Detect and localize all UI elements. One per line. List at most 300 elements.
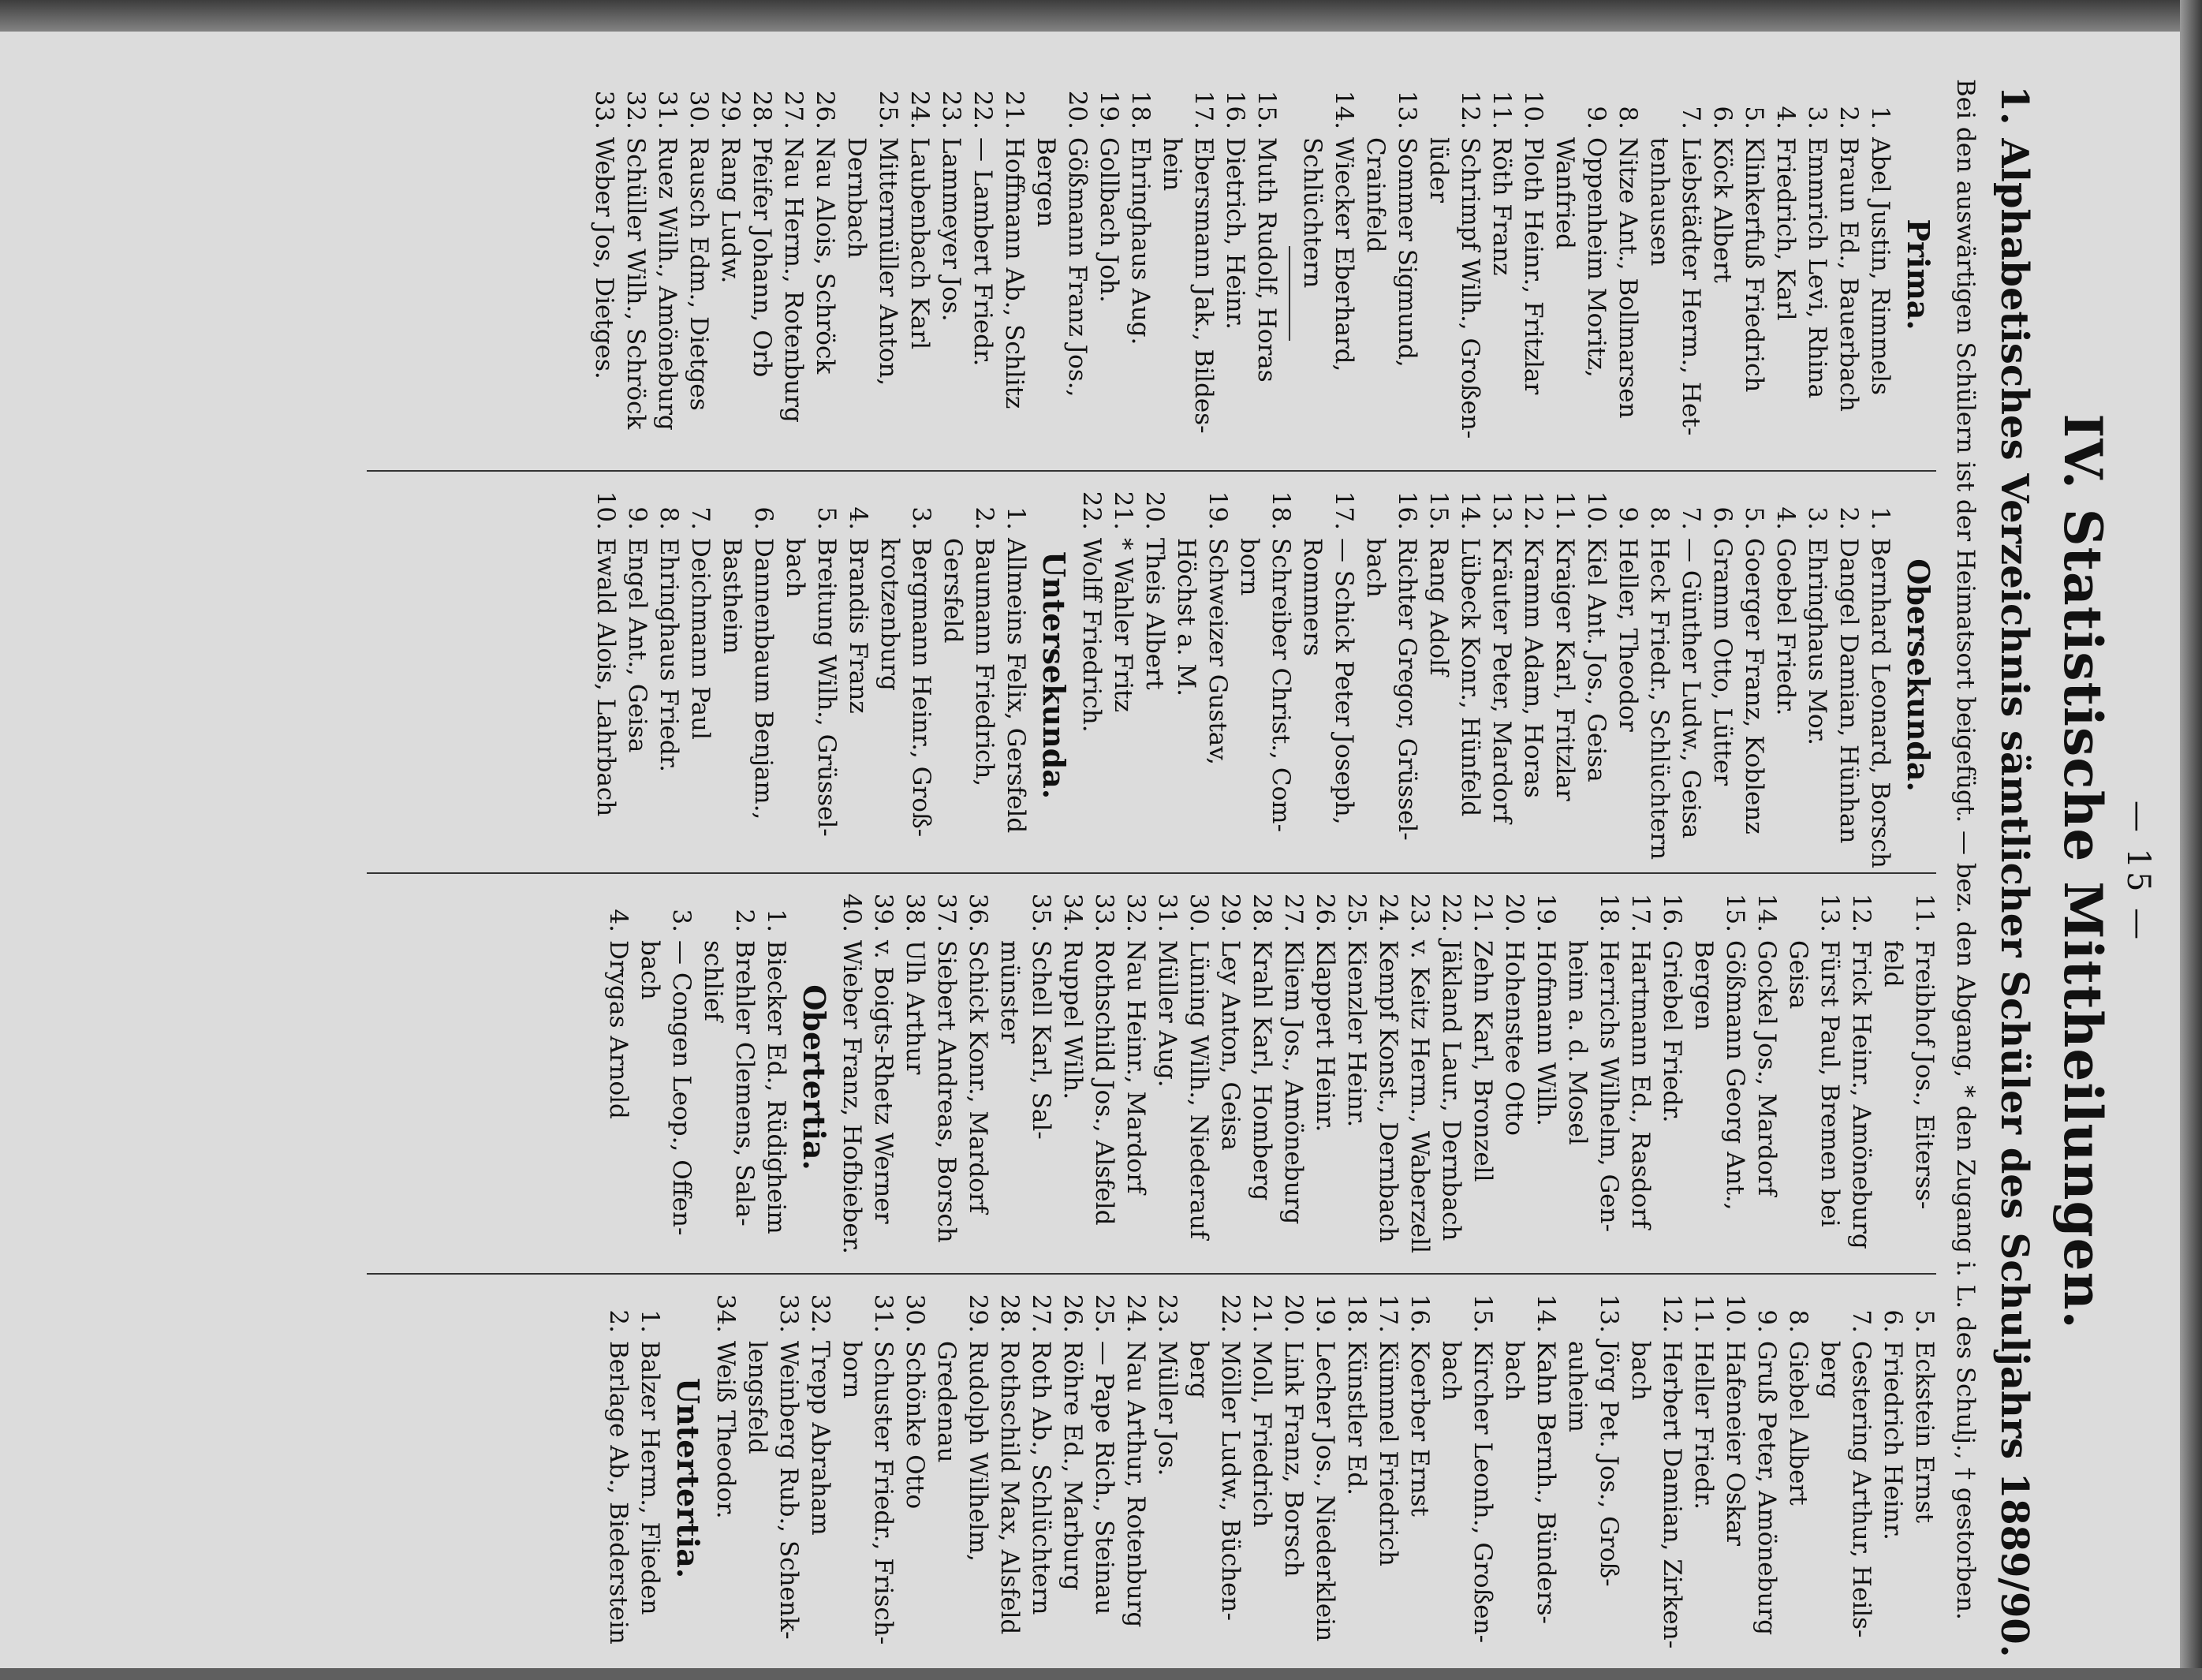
student-entry — [590, 481, 621, 869]
entry-number: 11. — [1910, 893, 1939, 932]
entry-number: 9. — [1752, 1309, 1781, 1333]
student-entry — [1088, 1284, 1120, 1672]
student-name-continued: Bergen — [1689, 940, 1718, 1031]
student-name: Ley Anton, Geisa — [1216, 940, 1245, 1151]
entry-number: 2. — [970, 506, 998, 530]
student-name-continued: lengsfeld — [743, 1341, 771, 1454]
student-name: Müller Aug. — [1153, 940, 1181, 1088]
entry-number: 11. — [1487, 90, 1516, 129]
student-entry — [1770, 80, 1801, 469]
student-entry — [1707, 481, 1738, 869]
student-name: Nitze Ant., Bollmarsen — [1614, 137, 1642, 419]
student-name-continued: Gersfeld — [939, 538, 967, 644]
entry-number: 12. — [1847, 893, 1875, 932]
student-name: Dannenbaum Benjam., — [749, 538, 778, 820]
student-entry — [1498, 1284, 1562, 1672]
student-name: Moll, Friedrich — [1248, 1341, 1276, 1528]
entry-number: 27. — [1027, 1294, 1055, 1333]
entry-number: 28. — [1248, 893, 1276, 932]
student-name: Nau Herm., Rotenburg — [779, 137, 808, 423]
student-entry — [1423, 481, 1454, 869]
student-name: Link Franz, Borsch — [1279, 1341, 1308, 1577]
entry-number: 25. — [1342, 893, 1371, 932]
student-entry — [1435, 1284, 1498, 1672]
student-entry — [1707, 80, 1738, 469]
student-name: Lüning Wilh., Niederauf — [1185, 940, 1213, 1240]
student-entry — [1120, 1284, 1151, 1672]
student-entry — [1093, 80, 1125, 469]
student-name: Drygas Arnold — [604, 940, 633, 1119]
entry-number: 3. — [1803, 506, 1831, 530]
student-entry — [1151, 1284, 1183, 1672]
student-entry — [1486, 80, 1517, 469]
entry-number: 12. — [1519, 491, 1547, 530]
student-name-continued: Dernbach — [842, 137, 871, 259]
column-divider — [367, 872, 1936, 874]
entry-number: 4. — [604, 909, 633, 932]
entry-number: 7. — [1847, 1309, 1875, 1333]
student-entry — [841, 80, 904, 469]
student-name: Herrichs Wilhelm, Gen- — [1595, 940, 1623, 1233]
entry-number: 10. — [592, 491, 620, 530]
student-name: Kümmel Friedrich — [1374, 1341, 1402, 1566]
student-entry — [1688, 1284, 1719, 1672]
student-entry — [634, 1284, 666, 1672]
entry-number: 23. — [1153, 1294, 1181, 1333]
entry-number: 33. — [1090, 893, 1118, 932]
student-entry — [1877, 883, 1940, 1271]
student-entry — [994, 1284, 1025, 1672]
student-name: Griebel Friedr. — [1658, 940, 1686, 1123]
student-entry — [935, 80, 967, 469]
student-entry — [1581, 481, 1612, 869]
student-entry — [779, 481, 842, 869]
student-name: Nau Alois, Schröck — [811, 137, 839, 375]
student-name: Kircher Leonh., Großen- — [1469, 1341, 1497, 1644]
student-name-continued: bach — [1437, 1341, 1465, 1401]
entry-number: 13. — [1595, 1294, 1623, 1333]
student-entry — [874, 481, 937, 869]
student-entry — [1025, 1284, 1057, 1672]
student-name: Klinkerfuß Friedrich — [1740, 137, 1768, 393]
student-name: — Congen Leop., Offen- — [667, 940, 696, 1236]
student-name: Röth Franz — [1487, 137, 1516, 276]
student-name: Emmrich Levi, Rhina — [1803, 137, 1831, 399]
student-name-continued: münster — [995, 940, 1024, 1043]
student-name: Nau Heinr., Mardorf — [1122, 940, 1150, 1194]
entry-number: 11. — [1689, 1294, 1718, 1333]
student-entry — [1151, 883, 1183, 1271]
entry-number: 2. — [604, 1309, 633, 1333]
student-name: Freibhof Jos., Eiterss- — [1910, 940, 1939, 1210]
student-entry — [620, 80, 651, 469]
entry-number: 13. — [1393, 90, 1421, 129]
student-name: Rausch Edm., Dietges — [685, 137, 713, 411]
student-name: Laubenbach Karl — [905, 137, 934, 350]
student-name-continued: lüder — [1424, 137, 1453, 203]
student-name: Schweizer Gustav, — [1204, 538, 1232, 765]
student-entry — [1107, 481, 1139, 869]
student-name-continued: Schlüchtern — [1298, 137, 1327, 289]
student-name: Rang Ludw. — [716, 137, 745, 284]
student-name: Kahn Bernh., Bünders- — [1532, 1341, 1560, 1624]
entry-number: 15. — [1424, 491, 1453, 530]
entry-number: 5. — [1740, 106, 1768, 129]
entry-number: 3. — [907, 506, 935, 530]
entry-number: 1. — [1866, 106, 1894, 129]
entry-number: 11. — [1551, 491, 1579, 530]
entry-number: 22. — [1216, 1294, 1245, 1333]
student-entry — [1246, 883, 1278, 1271]
entry-number: 31. — [653, 90, 681, 129]
entry-number: 22. — [1437, 893, 1465, 932]
student-entry — [1360, 481, 1423, 869]
student-entry — [1814, 1284, 1877, 1672]
entry-number: 3. — [667, 909, 696, 932]
student-name: Lammeyer Jos. — [937, 137, 965, 322]
entry-number: 39. — [869, 893, 898, 932]
student-entry — [1219, 80, 1251, 469]
student-name-continued: Bergen — [1032, 137, 1060, 228]
student-name: Fürst Paul, Bremen bei — [1816, 940, 1844, 1227]
entry-number: 31. — [869, 1294, 898, 1333]
student-entry — [621, 481, 653, 869]
student-entry — [1801, 481, 1833, 869]
entry-number: 23. — [937, 90, 965, 129]
rotated-page — [0, 63, 2177, 1680]
entry-number: 15. — [1721, 893, 1749, 932]
student-entry — [746, 80, 778, 469]
entry-number: 1. — [762, 909, 790, 932]
student-name: Engel Ant., Geisa — [623, 538, 651, 753]
entry-number: 27. — [1279, 893, 1308, 932]
student-entry — [1719, 1284, 1751, 1672]
entry-number: 6. — [1879, 1309, 1907, 1333]
student-name: Goebel Friedr. — [1771, 538, 1800, 716]
entry-number: 37. — [932, 893, 961, 932]
student-name: Krahl Karl, Homberg — [1248, 940, 1276, 1201]
student-name: Hohenstee Otto — [1500, 940, 1528, 1136]
student-entry — [967, 80, 998, 469]
student-name: Gruß Peter, Amöneburg — [1752, 1341, 1781, 1636]
entry-number: 10. — [1721, 1294, 1749, 1333]
student-name: Brehler Clemens, Sala- — [730, 940, 759, 1226]
entry-number: 19. — [1311, 1294, 1339, 1333]
student-name: Röhre Ed., Marburg — [1058, 1341, 1087, 1591]
student-name: — Günther Ludw., Geisa — [1677, 538, 1705, 839]
student-entry — [1549, 481, 1581, 869]
entry-number: 31. — [1153, 893, 1181, 932]
class-heading: Untersekunda. — [1036, 551, 1072, 800]
student-name: Möller Ludw., Büchen- — [1216, 1341, 1245, 1621]
student-name: Kempf Konst., Dernbach — [1374, 940, 1402, 1243]
student-name: Muth Rudolf, Horas — [1252, 137, 1281, 383]
student-name: Roth Ab., Schlüchtern — [1027, 1341, 1055, 1615]
student-name: Rothschild Jos., Alsfeld — [1090, 940, 1118, 1226]
student-entry — [1877, 1284, 1909, 1672]
entry-number: 6. — [1708, 506, 1737, 530]
student-entry — [1738, 481, 1770, 869]
entry-number: 34. — [711, 1294, 740, 1333]
student-entry — [1782, 883, 1846, 1271]
student-entry — [994, 883, 1057, 1271]
student-name: Deichmann Paul — [686, 538, 715, 740]
student-entry — [1297, 481, 1360, 869]
student-entry — [651, 80, 683, 469]
entry-number: 13. — [1816, 893, 1844, 932]
student-name-continued: feld — [1879, 940, 1907, 987]
entry-number: 17. — [1189, 90, 1218, 129]
student-name-continued: born — [838, 1341, 866, 1399]
student-name: Friedrich Heinr. — [1879, 1341, 1907, 1540]
student-entry — [868, 883, 899, 1271]
entry-number: 14. — [1456, 491, 1484, 530]
scanned-sheet — [0, 32, 2181, 1668]
student-entry — [1404, 1284, 1435, 1672]
student-entry — [741, 1284, 804, 1672]
student-name: Schreiber Christ., Com- — [1267, 538, 1295, 833]
student-entry — [1120, 883, 1151, 1271]
column-divider — [367, 1273, 1936, 1275]
student-name: Wieber Franz, Hofbieber. — [838, 940, 866, 1254]
student-entry — [1139, 481, 1170, 869]
student-name: Weber Jos, Dietges. — [590, 137, 618, 379]
legend-note: Bei den auswärtigen Schülern ist der Heimatsort beigefügt. — bez. den Abgang, * den Zugang i. L. des Schulj., † gestorben. — [1951, 79, 1980, 1620]
entry-number: 16. — [1658, 893, 1686, 932]
student-entry — [836, 883, 868, 1271]
student-name: Biecker Ed., Rüdigheim — [762, 940, 790, 1234]
student-name-continued: Gredenau — [932, 1341, 961, 1463]
student-entry — [760, 883, 792, 1271]
student-name: v. Keitz Herm., Waberzell — [1405, 940, 1434, 1254]
student-name-continued: bach — [1361, 538, 1390, 598]
student-name: Ewald Alois, Lahrbach — [592, 538, 620, 817]
entry-number: 29. — [964, 1294, 992, 1333]
student-name-continued: Bastheim — [718, 538, 746, 655]
student-name-continued: bach — [1500, 1341, 1528, 1401]
entry-number: 16. — [1221, 90, 1249, 129]
entry-number: 29. — [1216, 893, 1245, 932]
student-entry — [1360, 80, 1423, 469]
student-name: Ehringhaus Friedr. — [655, 538, 683, 773]
entry-number: 6. — [749, 506, 778, 530]
student-name: Gestering Arthur, Heils- — [1847, 1341, 1875, 1638]
student-name: v. Boigts-Rhetz Werner — [869, 940, 898, 1224]
entry-number: 4. — [1771, 506, 1800, 530]
student-entry — [710, 1284, 741, 1672]
student-name: Liebstädter Herm., Het- — [1677, 137, 1705, 436]
entry-number: 7. — [686, 506, 715, 530]
student-entry — [716, 481, 779, 869]
student-name: Breitung Wilh., Grüssel- — [812, 538, 841, 837]
student-name: Frick Heinr., Amöneburg — [1847, 940, 1875, 1249]
student-name: Oppenheim Moritz, — [1582, 137, 1610, 378]
entry-number: 20. — [1063, 90, 1092, 129]
student-entry — [1738, 80, 1770, 469]
student-name: Hoffmann Ab., Schlitz — [1000, 137, 1028, 409]
entry-number: 1. — [636, 1309, 664, 1333]
student-entry — [1278, 883, 1309, 1271]
student-entry — [1833, 80, 1864, 469]
student-entry — [1688, 883, 1751, 1271]
entry-number: 28. — [748, 90, 776, 129]
student-column-1 — [588, 80, 1940, 469]
entry-number: 38. — [901, 893, 929, 932]
student-name: Kienzler Heinr. — [1342, 940, 1371, 1128]
student-entry — [1125, 80, 1156, 469]
student-entry — [685, 481, 716, 869]
student-name: Ebersmann Jak., Bildes- — [1189, 137, 1218, 434]
student-name: Gramm Otto, Lütter — [1708, 538, 1737, 786]
student-name: Ehringhaus Mor. — [1803, 538, 1831, 745]
student-name: Künstler Ed. — [1342, 1341, 1371, 1496]
entry-number: 28. — [995, 1294, 1024, 1333]
student-entry — [931, 883, 962, 1271]
student-entry — [1309, 883, 1341, 1271]
entry-number: 21. — [1000, 90, 1028, 129]
student-entry — [1498, 883, 1530, 1271]
student-entry — [1909, 1284, 1940, 1672]
entry-number: 33. — [590, 90, 618, 129]
student-entry — [778, 80, 809, 469]
student-name: Theis Albert — [1140, 538, 1169, 690]
student-name: Jäkland Laur., Dernbach — [1437, 940, 1465, 1241]
student-name: Kräuter Peter, Mardorf — [1487, 538, 1516, 823]
student-entry — [1341, 1284, 1372, 1672]
student-entry — [1297, 80, 1360, 469]
student-name: Gößmann Georg Ant., — [1721, 940, 1749, 1211]
student-entry — [1309, 1284, 1341, 1672]
entry-number: 5. — [812, 506, 841, 530]
entry-number: 40. — [838, 893, 866, 932]
student-name: Gockel Jos., Mardorf — [1752, 940, 1781, 1197]
entry-number: 4. — [1771, 106, 1800, 129]
entry-number: 21. — [1469, 893, 1497, 932]
entry-number: 2. — [1834, 506, 1863, 530]
student-entry — [1454, 481, 1486, 869]
student-entry — [1562, 1284, 1625, 1672]
student-name-continued: krotzenburg — [875, 538, 904, 691]
entry-number: 18. — [1342, 1294, 1371, 1333]
student-name: Kramm Adam, Horas — [1519, 538, 1547, 798]
student-entry — [1625, 883, 1656, 1271]
student-name: Weinberg Rub., Schenk- — [774, 1341, 803, 1640]
entry-number: 30. — [685, 90, 713, 129]
entry-number: 29. — [716, 90, 745, 129]
entry-number: 34. — [1058, 893, 1087, 932]
student-entry — [715, 80, 746, 469]
student-name: Braun Ed., Bauerbach — [1834, 137, 1863, 412]
student-name-continued: hein — [1158, 137, 1186, 192]
student-name: Siebert Andreas, Borsch — [932, 940, 961, 1243]
student-entry — [1057, 1284, 1088, 1672]
student-entry — [1846, 883, 1877, 1271]
entry-number: 25. — [874, 90, 902, 129]
student-entry — [1251, 80, 1282, 469]
entry-number: 30. — [1185, 893, 1213, 932]
student-entry — [842, 481, 874, 869]
entry-number: 22. — [969, 90, 997, 129]
student-name: Schönke Otto — [901, 1341, 929, 1510]
student-entry — [1435, 883, 1467, 1271]
student-name: Brandis Franz — [844, 538, 872, 714]
student-entry — [1423, 80, 1486, 469]
student-name-continued: Crainfeld — [1361, 137, 1390, 253]
student-name: Müller Jos. — [1153, 1341, 1181, 1477]
entry-number: 19. — [1204, 491, 1232, 530]
student-name: Dietrich, Heinr. — [1221, 137, 1249, 330]
student-entry — [1517, 80, 1549, 469]
entry-number: 24. — [905, 90, 934, 129]
entry-number: 5. — [1740, 506, 1768, 530]
class-heading: Prima. — [1901, 218, 1936, 330]
student-name: Klappert Heinr. — [1311, 940, 1339, 1133]
entry-number: 27. — [779, 90, 808, 129]
student-name: Gößmann Franz Jos., — [1063, 137, 1092, 398]
student-name: — Pape Rich., Steinau — [1090, 1341, 1118, 1615]
entry-number: 14. — [1752, 893, 1781, 932]
student-name-continued: berg — [1816, 1341, 1844, 1398]
student-entry — [1372, 883, 1404, 1271]
class-heading: Untertertia. — [670, 1377, 706, 1579]
entry-number: 8. — [1645, 506, 1674, 530]
entry-number: 15. — [1469, 1294, 1497, 1333]
student-entry — [1215, 883, 1246, 1271]
student-entry — [1183, 883, 1215, 1271]
entry-number: 9. — [1614, 506, 1642, 530]
student-name: Ruppel Wilh. — [1058, 940, 1087, 1100]
entry-number: 6. — [1708, 106, 1737, 129]
student-entry — [1625, 1284, 1688, 1672]
student-name: Ploth Heinr., Fritzlar — [1519, 137, 1547, 395]
student-entry — [1156, 80, 1219, 469]
student-entry — [1517, 481, 1549, 869]
student-entry — [1656, 883, 1688, 1271]
entry-number: 26. — [1311, 893, 1339, 932]
student-entry — [1644, 80, 1707, 469]
student-name: Pfeifer Johann, Orb — [748, 137, 776, 378]
student-name: Richter Gregor, Grüssel- — [1393, 538, 1421, 841]
student-name: * Wahler Fritz — [1109, 538, 1137, 712]
entry-number: 17. — [1330, 491, 1358, 530]
student-name: Gollbach Joh. — [1095, 137, 1123, 303]
student-name: Köck Albert — [1708, 137, 1737, 283]
student-name-continued: bach — [781, 538, 809, 598]
entry-number: 26. — [811, 90, 839, 129]
student-name: Ulh Arthur — [901, 940, 929, 1075]
entry-number: 8. — [1614, 106, 1642, 129]
student-name-continued: berg — [1185, 1341, 1213, 1398]
student-entry — [1833, 481, 1864, 869]
entry-number: 19. — [1095, 90, 1123, 129]
scan-top-border — [0, 0, 2202, 35]
student-entry — [904, 80, 935, 469]
entry-number: 22. — [1077, 491, 1106, 530]
student-entry — [1404, 883, 1435, 1271]
student-entry — [1233, 481, 1297, 869]
student-name: Abel Justin, Rimmels — [1866, 137, 1894, 395]
student-name-continued: Wanfried — [1551, 137, 1579, 250]
entry-number: 5. — [1910, 1309, 1939, 1333]
entry-number: 19. — [1532, 893, 1560, 932]
entry-number: 32. — [621, 90, 650, 129]
student-name-continued: bach — [636, 940, 664, 1000]
class-heading: Obersekunda. — [1901, 558, 1936, 792]
student-entry — [962, 883, 994, 1271]
student-name: Schell Karl, Sal- — [1027, 940, 1055, 1140]
section-rule — [1289, 246, 1290, 341]
entry-number: 14. — [1532, 1294, 1560, 1333]
